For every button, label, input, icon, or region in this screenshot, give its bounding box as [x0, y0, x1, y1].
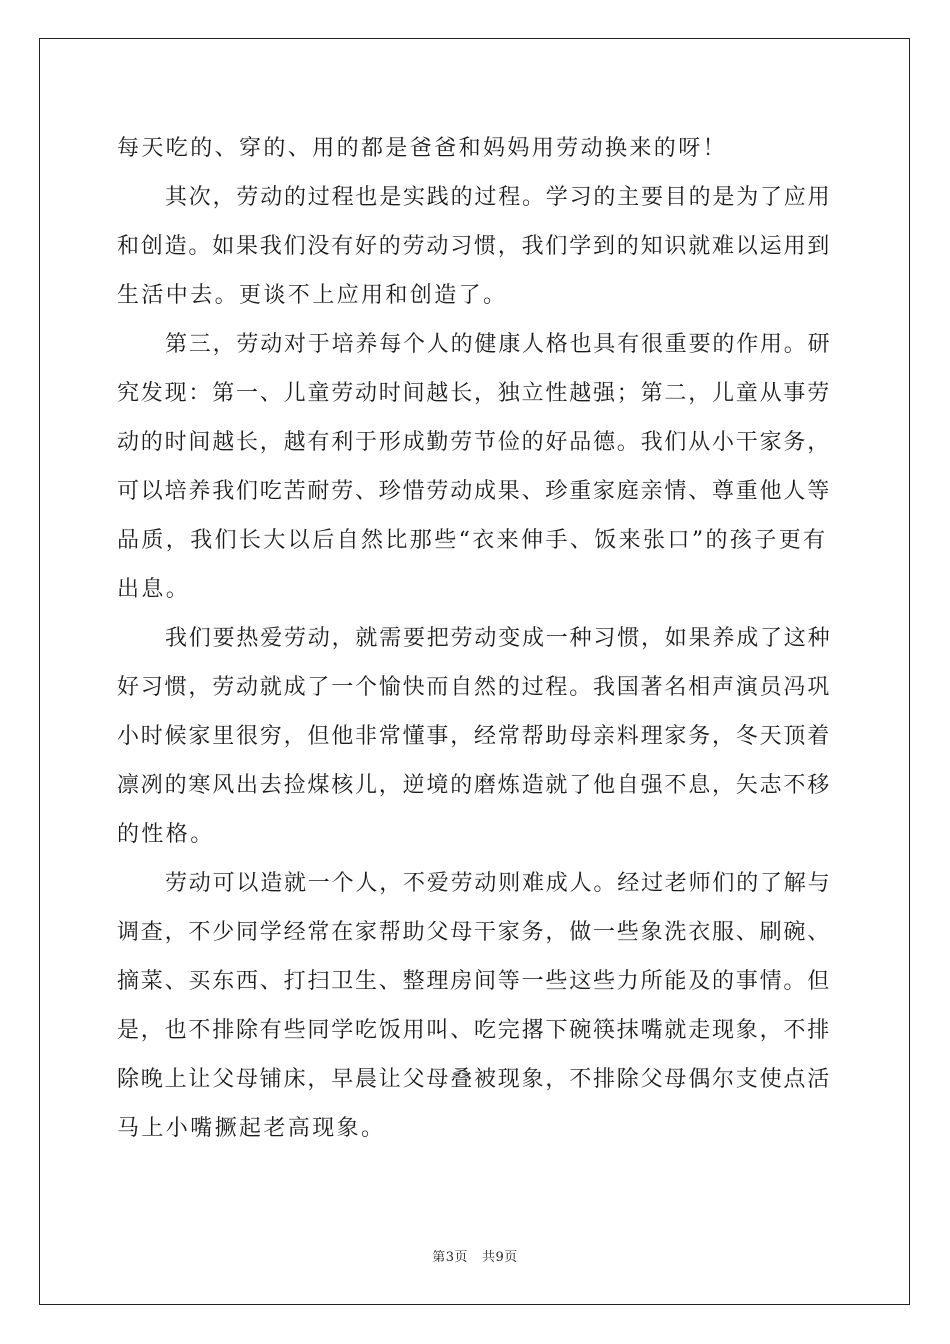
- text-line: 和创造。如果我们没有好的劳动习惯，我们学到的知识就难以运用到: [117, 234, 832, 259]
- text-line: 摘菜、买东西、打扫卫生、整理房间等一些这些力所能及的事情。但: [117, 969, 832, 994]
- text-line: 每天吃的、穿的、用的都是爸爸和妈妈用劳动换来的呀！: [117, 136, 728, 161]
- text-line: 的性格。: [117, 822, 215, 847]
- text-line: 是，也不排除有些同学吃饭用叫、吃完撂下碗筷抹嘴就走现象，不排: [117, 1018, 832, 1043]
- text-line: 究发现：第一、儿童劳动时间越长，独立性越强；第二，儿童从事劳: [117, 381, 832, 406]
- text-line: 马上小嘴撅起老高现象。: [117, 1116, 386, 1141]
- text-line: 动的时间越长，越有利于形成勤劳节俭的好品德。我们从小干家务，: [117, 430, 832, 455]
- page-total: 共9页: [482, 1250, 518, 1265]
- text-line: 出息。: [117, 577, 191, 602]
- text-line: 生活中去。更谈不上应用和创造了。: [117, 283, 508, 308]
- page-footer: [0, 1246, 950, 1265]
- paragraph-start-line: 第三，劳动对于培养每个人的健康人格也具有很重要的作用。研: [165, 332, 832, 357]
- text-line: 好习惯，劳动就成了一个愉快而自然的过程。我国著名相声演员冯巩: [117, 675, 832, 700]
- document-body: [117, 124, 833, 1153]
- paragraph-start-line: 劳动可以造就一个人，不爱劳动则难成人。经过老师们的了解与: [165, 871, 832, 896]
- text-line: 调查，不少同学经常在家帮助父母干家务，做一些象洗衣服、刷碗、: [117, 920, 832, 945]
- text-line: 除晚上让父母铺床，早晨让父母叠被现象，不排除父母偶尔支使点活: [117, 1067, 832, 1092]
- paragraph-start-line: 我们要热爱劳动，就需要把劳动变成一种习惯，如果养成了这种: [165, 626, 832, 651]
- paragraph-start-line: 其次，劳动的过程也是实践的过程。学习的主要目的是为了应用: [165, 185, 832, 210]
- text-line: 凛冽的寒风出去捡煤核儿，逆境的磨炼造就了他自强不息，矢志不移: [117, 773, 832, 798]
- page-number: 第3页: [432, 1250, 468, 1265]
- text-line: 小时候家里很穷，但他非常懂事，经常帮助母亲料理家务，冬天顶着: [117, 724, 832, 749]
- text-line: 可以培养我们吃苦耐劳、珍惜劳动成果、珍重家庭亲情、尊重他人等: [117, 479, 832, 504]
- text-line: 品质，我们长大以后自然比那些“衣来伸手、饭来张口”的孩子更有: [117, 528, 828, 553]
